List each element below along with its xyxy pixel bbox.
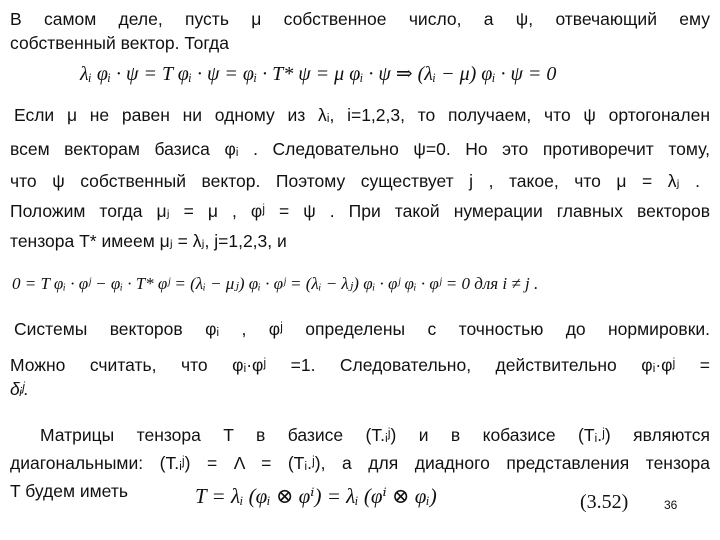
- text-line-5: что ψ собственный вектор. Поэтому существует j , такое, что μ = λⱼ .: [10, 171, 700, 191]
- text-line-9: Можно считать, что φᵢ·φʲ =1. Следовательно, действительно φᵢ·φʲ =: [10, 355, 710, 375]
- formula-eigen: λᵢ φᵢ · ψ = T φᵢ · ψ = φᵢ · T* ψ = μ φᵢ · ψ ⇒ (λᵢ − μ) φᵢ · ψ = 0: [80, 63, 557, 85]
- text-line-3: Если μ не равен ни одному из λᵢ, i=1,2,3, то получаем, что ψ ортогонален: [14, 105, 710, 125]
- text-line-10: δᵢʲ.: [10, 379, 29, 399]
- text-line-13: T будем иметь: [10, 481, 128, 501]
- text-line-4: всем векторам базиса φᵢ . Следовательно ψ=0. Но это противоречит тому,: [10, 139, 710, 159]
- text-line-7: тензора T* имеем μⱼ = λⱼ, j=1,2,3, и: [10, 231, 287, 251]
- equation-number: (3.52): [580, 491, 629, 513]
- page-number: 36: [664, 498, 678, 512]
- text-line-8: Системы векторов φᵢ , φʲ определены с точностью до нормировки.: [14, 319, 710, 339]
- formula-dyadic: T = λᵢ (φᵢ ⊗ φⁱ) = λᵢ (φⁱ ⊗ φᵢ): [195, 484, 437, 508]
- text-line-6: Положим тогда μⱼ = μ , φʲ = ψ . При такой нумерации главных векторов: [10, 201, 710, 221]
- formula-orthogonality: 0 = T φᵢ · φʲ − φᵢ · T* φʲ = (λᵢ − μⱼ) φᵢ · φʲ = (λᵢ − λⱼ) φᵢ · φʲ φᵢ · φʲ = 0 для i ≠ j .: [12, 274, 539, 293]
- text-line-1: В самом деле, пусть μ собственное число, а ψ, отвечающий ему: [10, 9, 710, 29]
- text-line-11: Матрицы тензора T в базисе (T.ᵢʲ) и в кобазисе (Tᵢ.ʲ) являются: [40, 425, 710, 445]
- text-line-12: диагональными: (T.ᵢʲ) = Λ = (Tᵢ.ʲ), а для диадного представления тензора: [10, 453, 710, 473]
- text-line-2: собственный вектор. Тогда: [10, 33, 229, 53]
